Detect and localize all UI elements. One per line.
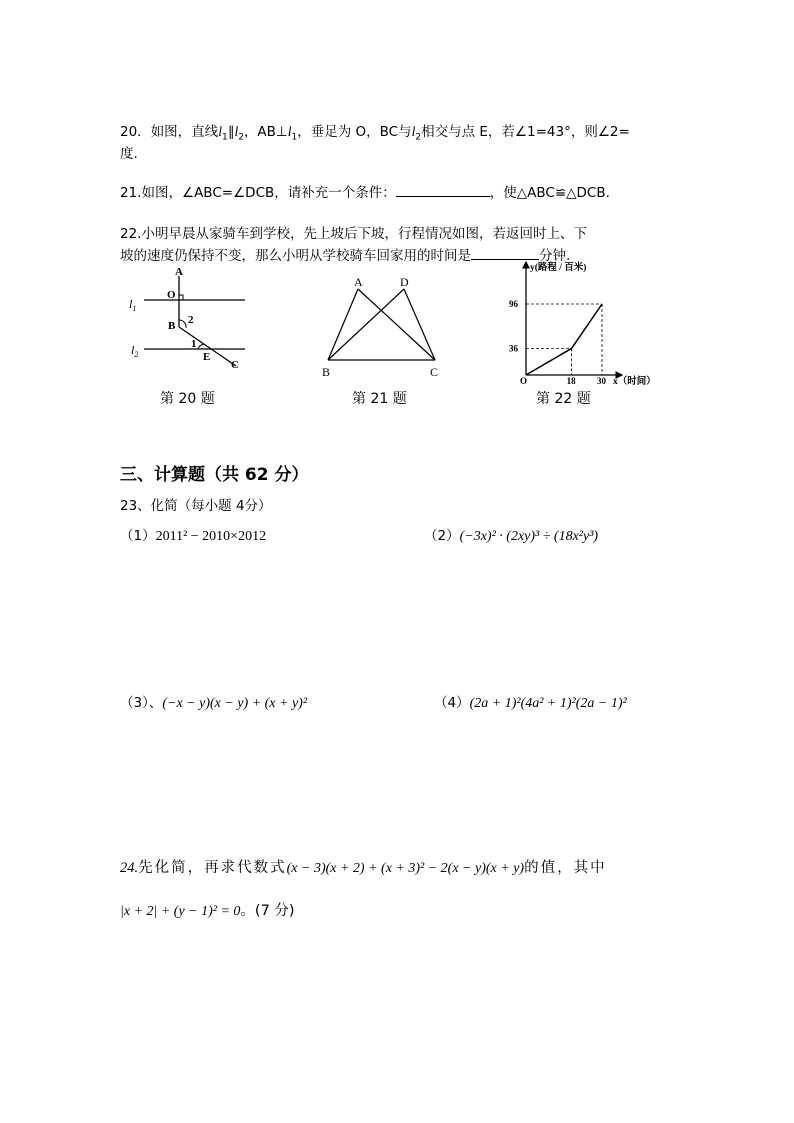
segment-ab bbox=[328, 289, 358, 360]
label-l1: $l_1$ bbox=[129, 297, 137, 313]
label-c: C bbox=[430, 365, 439, 379]
origin-label: O bbox=[520, 376, 528, 386]
x-tick-label-18: 18 bbox=[566, 376, 576, 386]
segment-db bbox=[328, 289, 404, 360]
label-a: A bbox=[175, 266, 183, 278]
segment-dc bbox=[404, 289, 435, 360]
figure-22-caption: 第 22 题 bbox=[536, 391, 591, 407]
q22-line2: 坡的速度仍保持不变，那么小明从学校骑车回家用的时间是 分钟. bbox=[120, 248, 571, 264]
figure-21 bbox=[314, 272, 446, 384]
x-tick-label-30: 30 bbox=[597, 376, 606, 386]
q20-text: 20．如图，直线$l_1\parallel l_2$，$AB\perp l_1$，垂足为 O，BC与$l_2$相交与点 E，若∠1=43°，则∠2= bbox=[120, 124, 630, 143]
q23-part2: （2）(−3x)² · (2xy)³ ÷ (18x²y³) bbox=[424, 528, 599, 544]
label-o: O bbox=[167, 289, 176, 301]
label-b: B bbox=[168, 320, 176, 332]
figure-22-chart bbox=[508, 258, 668, 388]
angle-2-arc bbox=[179, 320, 186, 328]
q24-line1: 24.先化简，再求代数式(x − 3)(x + 2) + (x + 3)² − 2(x − y)(x + y)的值，其中 bbox=[120, 860, 607, 876]
q21-answer-blank[interactable] bbox=[396, 184, 490, 197]
section-title: 三、计算题（共 62 分） bbox=[120, 465, 309, 485]
figure-20 bbox=[120, 262, 260, 378]
label-b: B bbox=[322, 365, 331, 379]
segment-ac bbox=[358, 289, 435, 360]
q23-title: 23、化简（每小题 4分） bbox=[120, 498, 272, 514]
q23-part1: （1）2011² − 2010×2012 bbox=[120, 528, 267, 544]
y-tick-label-36: 36 bbox=[509, 343, 518, 354]
label-l2: $l_2$ bbox=[131, 343, 139, 359]
y-tick-label-96: 96 bbox=[509, 299, 518, 309]
label-a: A bbox=[354, 275, 363, 289]
q21-text: 21.如图，∠ABC=∠DCB，请补充一个条件： ，使△ABC≌△DCB. bbox=[120, 185, 610, 201]
figure-20-caption: 第 20 题 bbox=[160, 391, 215, 407]
label-d: D bbox=[400, 275, 409, 289]
label-angle-1: 1 bbox=[191, 338, 197, 350]
label-c: C bbox=[231, 359, 239, 371]
angle-1-arc bbox=[198, 344, 204, 349]
q22-line1: 22.小明早晨从家骑车到学校，先上坡后下坡，行程情况如图，若返回时上、下 bbox=[120, 226, 587, 242]
figure-21-caption: 第 21 题 bbox=[352, 391, 407, 407]
y-axis-label: y(路程 / 百米) bbox=[530, 263, 587, 273]
series-line bbox=[526, 304, 602, 375]
q23-part3: （3）、(−x − y)(x − y) + (x + y)² bbox=[120, 695, 308, 711]
q23-part4: （4）(2a + 1)²(4a² + 1)²(2a − 1)² bbox=[434, 695, 627, 711]
label-angle-2: 2 bbox=[188, 314, 194, 326]
q20-text-line2: 度. bbox=[120, 146, 138, 162]
x-axis-label: x（时间） bbox=[613, 377, 656, 387]
label-e: E bbox=[203, 351, 211, 363]
q24-line2: |x + 2| + (y − 1)² = 0。(7 分) bbox=[120, 903, 295, 919]
